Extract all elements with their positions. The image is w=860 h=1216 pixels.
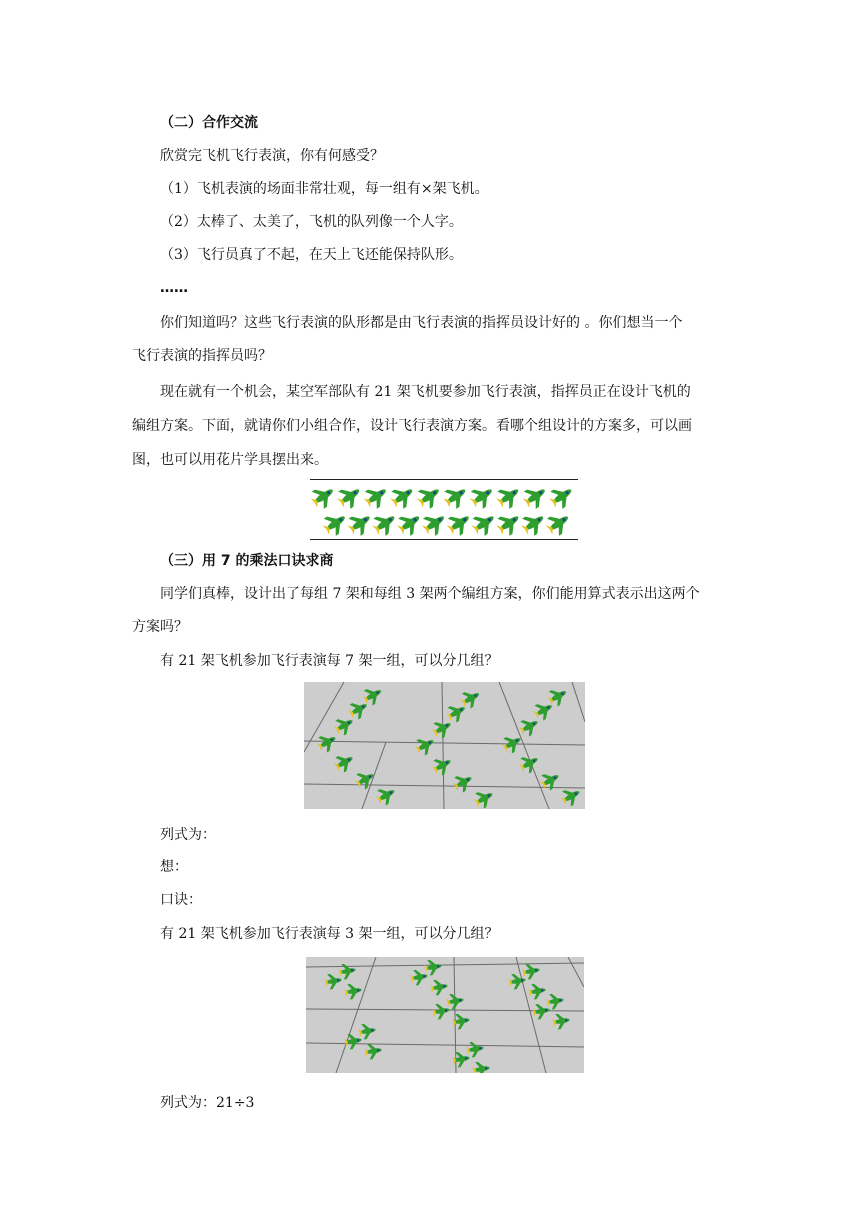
seven-per-group-image <box>304 682 585 809</box>
paragraph-line: 飞行表演的指挥员吗？ <box>132 348 272 364</box>
airplane-icon <box>310 481 339 511</box>
airplane-icon-row <box>310 480 578 539</box>
rhyme-label: 口诀： <box>160 892 202 908</box>
formula-label: 列式为： <box>160 827 216 843</box>
question-groups-of-three: 有 21 架飞机参加飞行表演每 3 架一组，可以分几组？ <box>160 926 499 942</box>
airplane-icon <box>353 767 378 791</box>
airplane-icon <box>472 786 497 809</box>
question-groups-of-seven: 有 21 架飞机参加飞行表演每 7 架一组，可以分几组？ <box>160 653 499 669</box>
airplane-icon <box>338 962 357 980</box>
paragraph-line: 同学们真棒，设计出了每组 7 架和每组 3 架两个编组方案，你们能用算式表示出这两个 <box>160 586 700 602</box>
airplane-icon <box>528 982 547 1000</box>
airplane-icon <box>320 508 351 538</box>
formula-answer: 列式为：21÷3 <box>160 1095 255 1111</box>
airplane-icon <box>360 683 385 707</box>
list-item: （2）太棒了、太美了，飞机的队列像一个人字。 <box>160 214 463 230</box>
ellipsis: …… <box>160 280 188 296</box>
airplane-icon <box>469 508 500 538</box>
airplane-icon <box>332 750 357 774</box>
airplane-icon <box>369 508 400 538</box>
airplane-icon <box>493 508 524 538</box>
three-per-group-image <box>306 957 584 1073</box>
list-item: （1）飞机表演的场面非常壮观，每一组有×架飞机。 <box>160 181 489 197</box>
airplane-icon <box>387 481 418 511</box>
airplane-icon <box>315 730 340 754</box>
paragraph-line: 你们知道吗？这些飞行表演的队形都是由飞行表演的指挥员设计好的 。你们想当一个 <box>160 315 683 331</box>
airplane-icon <box>374 783 399 807</box>
airplane-icon <box>419 508 450 538</box>
airplane-icon <box>451 770 476 794</box>
airplane-icon <box>413 733 438 757</box>
airplane-icon <box>332 713 357 737</box>
airplane-icon <box>520 481 551 511</box>
airplane-icon-grid <box>306 957 584 1073</box>
airplane-icon <box>364 1042 383 1060</box>
think-label: 想： <box>160 859 188 875</box>
paragraph-line: 方案吗？ <box>132 619 188 635</box>
list-item: （3）飞行员真了不起，在天上飞还能保持队形。 <box>160 247 463 263</box>
airplane-icon <box>543 508 574 538</box>
airplane-icon <box>467 481 498 511</box>
section-heading-multiplication: （三）用 7 的乘法口诀求商 <box>160 553 334 569</box>
airplane-icon <box>552 1012 571 1030</box>
airplane-icon <box>545 684 570 708</box>
airplane-icon <box>394 508 425 538</box>
airplane-icon <box>518 508 549 538</box>
airplane-icon <box>358 1022 377 1040</box>
airplane-icon <box>522 962 541 980</box>
airplane-icon <box>546 481 577 511</box>
paragraph-line: 图，也可以用花片学具摆出来。 <box>132 452 328 468</box>
airplane-icon <box>493 481 524 511</box>
airplane-icon <box>345 508 376 538</box>
airplane-icon <box>430 978 449 996</box>
section-heading-cooperation: （二）合作交流 <box>160 115 258 131</box>
airplane-icon <box>472 1060 491 1073</box>
airplane-icon <box>424 958 443 976</box>
paragraph-line: 编组方案。下面，就请你们小组合作，设计飞行表演方案。看哪个组设计的方案多，可以画 <box>132 418 692 434</box>
airplane-icon <box>344 982 363 1000</box>
airplane-icon <box>444 508 475 538</box>
airplane-icon <box>446 992 465 1010</box>
airplane-icon <box>458 686 483 710</box>
airplane-icon <box>466 1040 485 1058</box>
airplane-icon-grid <box>304 682 585 809</box>
airplane-icon <box>430 753 455 777</box>
airplane-icon <box>361 481 392 511</box>
paragraph-line: 现在就有一个机会，某空军部队有 21 架飞机要参加飞行表演，指挥员正在设计飞机的 <box>160 384 691 400</box>
airplane-icon <box>414 481 445 511</box>
airplane-icon <box>546 992 565 1010</box>
airplane-icon <box>440 481 471 511</box>
airplane-icon <box>334 481 365 511</box>
airplane-icon <box>517 714 542 738</box>
intro-question: 欣赏完飞机飞行表演，你有何感受？ <box>160 148 384 164</box>
airplane-icon <box>517 751 542 775</box>
plane-formation-strip-image <box>310 479 578 540</box>
